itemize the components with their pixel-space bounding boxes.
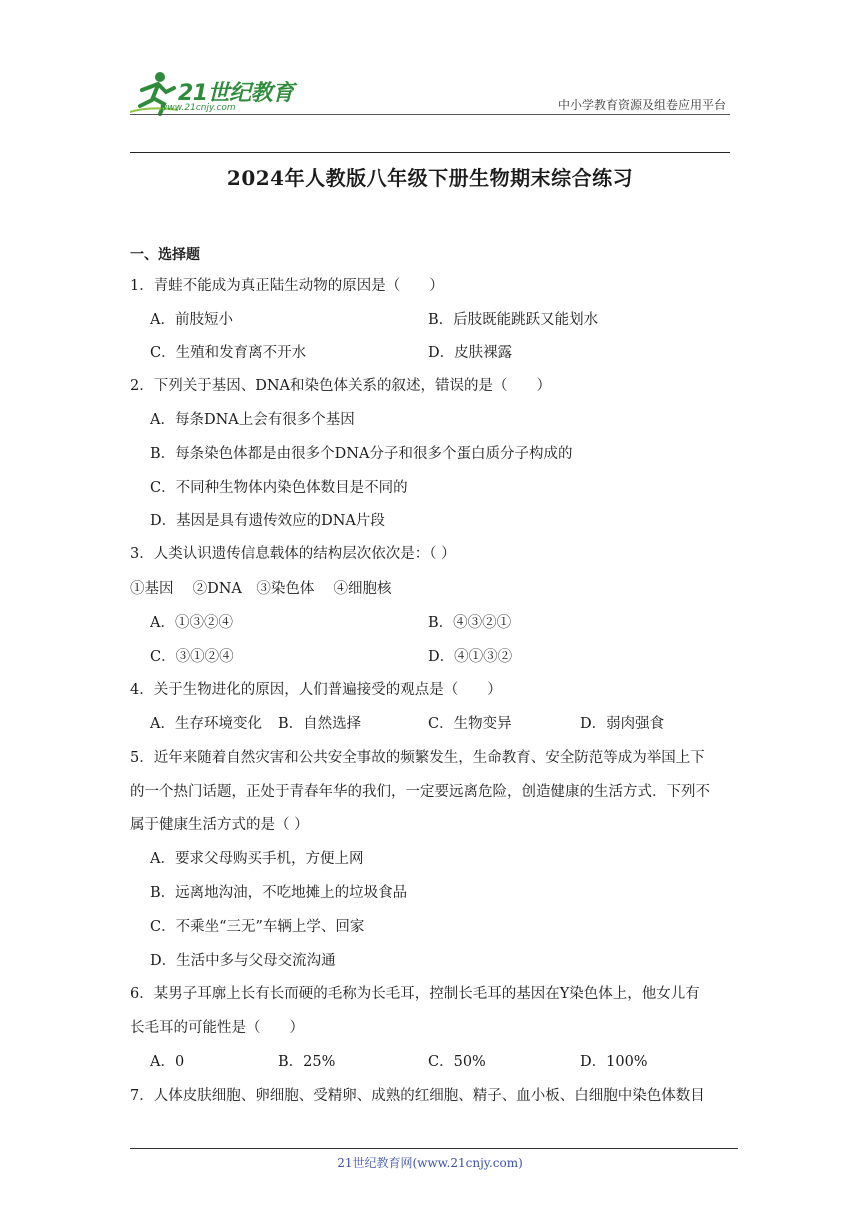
question-5-option-d: D．生活中多与父母交流沟通 bbox=[150, 953, 336, 969]
question-5-option-c: C．不乘坐“三无”车辆上学、回家 bbox=[150, 919, 365, 935]
question-4-option-a: A．生存环境变化 bbox=[150, 716, 262, 732]
site-logo bbox=[130, 68, 300, 118]
question-1-option-a: A．前肢短小 bbox=[150, 312, 233, 328]
question-1-option-b: B．后肢既能跳跃又能划水 bbox=[428, 312, 599, 328]
question-5-stem-line-2: 的一个热门话题，正处于青春年华的我们，一定要远离危险，创造健康的生活方式．下列不 bbox=[130, 784, 710, 800]
question-5-option-a: A．要求父母购买手机，方便上网 bbox=[150, 851, 364, 867]
footer-link[interactable]: 21世纪教育网(www.21cnjy.com) bbox=[337, 1156, 523, 1170]
question-5-stem-line-1: 5．近年来随着自然灾害和公共安全事故的频繁发生，生命教育、安全防范等成为举国上下 bbox=[130, 750, 705, 766]
question-4-option-b: B．自然选择 bbox=[278, 716, 362, 732]
question-6-option-a: A．0 bbox=[150, 1054, 185, 1070]
question-3-stem: 3．人类认识遗传信息载体的结构层次依次是：（ ） bbox=[130, 546, 456, 562]
question-7-stem-line-1: 7．人体皮肤细胞、卵细胞、受精卵、成熟的红细胞、精子、血小板、白细胞中染色体数目 bbox=[130, 1088, 705, 1104]
logo-text: 21世纪教育 bbox=[178, 81, 294, 106]
platform-label: 中小学教育资源及组卷应用平台 bbox=[557, 98, 726, 112]
question-4-option-d: D．弱肉强食 bbox=[580, 716, 665, 732]
document-title: 2024年人教版八年级下册生物期末综合练习 bbox=[226, 166, 634, 190]
question-3-items: ①基因 ②DNA ③染色体 ④细胞核 bbox=[130, 581, 392, 597]
question-3-option-c: C．③①②④ bbox=[150, 649, 234, 665]
logo-url: www.21cnjy.com bbox=[160, 103, 236, 113]
question-5-option-b: B．远离地沟油，不吃地摊上的垃圾食品 bbox=[150, 885, 408, 901]
question-2-option-d: D．基因是具有遗传效应的DNA片段 bbox=[150, 513, 385, 529]
question-3-option-d: D．④①③② bbox=[428, 649, 513, 665]
question-4-stem: 4．关于生物进化的原因，人们普遍接受的观点是（ ） bbox=[130, 682, 502, 698]
section-heading: 一、选择题 bbox=[130, 247, 200, 263]
question-6-option-d: D．100% bbox=[580, 1054, 648, 1070]
question-1-stem: 1．青蛙不能成为真正陆生动物的原因是（ ） bbox=[130, 278, 444, 294]
question-1-option-d: D．皮肤裸露 bbox=[428, 345, 513, 361]
question-2-option-b: B．每条染色体都是由很多个DNA分子和很多个蛋白质分子构成的 bbox=[150, 446, 573, 462]
question-3-option-b: B．④③②① bbox=[428, 615, 512, 631]
question-6-stem-line-2: 长毛耳的可能性是（ ） bbox=[130, 1020, 304, 1036]
question-6-option-b: B．25% bbox=[278, 1054, 336, 1070]
question-1-option-c: C．生殖和发育离不开水 bbox=[150, 345, 307, 361]
question-2-option-a: A．每条DNA上会有很多个基因 bbox=[150, 412, 355, 428]
question-2-option-c: C．不同种生物体内染色体数目是不同的 bbox=[150, 480, 408, 496]
question-3-option-a: A．①③②④ bbox=[150, 615, 233, 631]
question-2-stem: 2．下列关于基因、DNA和染色体关系的叙述，错误的是（ ） bbox=[130, 378, 552, 394]
header-divider bbox=[130, 114, 730, 115]
footer-divider bbox=[130, 1148, 738, 1149]
question-5-stem-line-3: 属于健康生活方式的是（ ） bbox=[130, 817, 309, 833]
title-divider bbox=[130, 152, 730, 153]
page-header bbox=[130, 66, 730, 154]
question-6-stem-line-1: 6．某男子耳廓上长有长而硬的毛称为长毛耳，控制长毛耳的基因在Y染色体上，他女儿有 bbox=[130, 986, 700, 1002]
question-6-option-c: C．50% bbox=[428, 1054, 486, 1070]
question-4-option-c: C．生物变异 bbox=[428, 716, 512, 732]
